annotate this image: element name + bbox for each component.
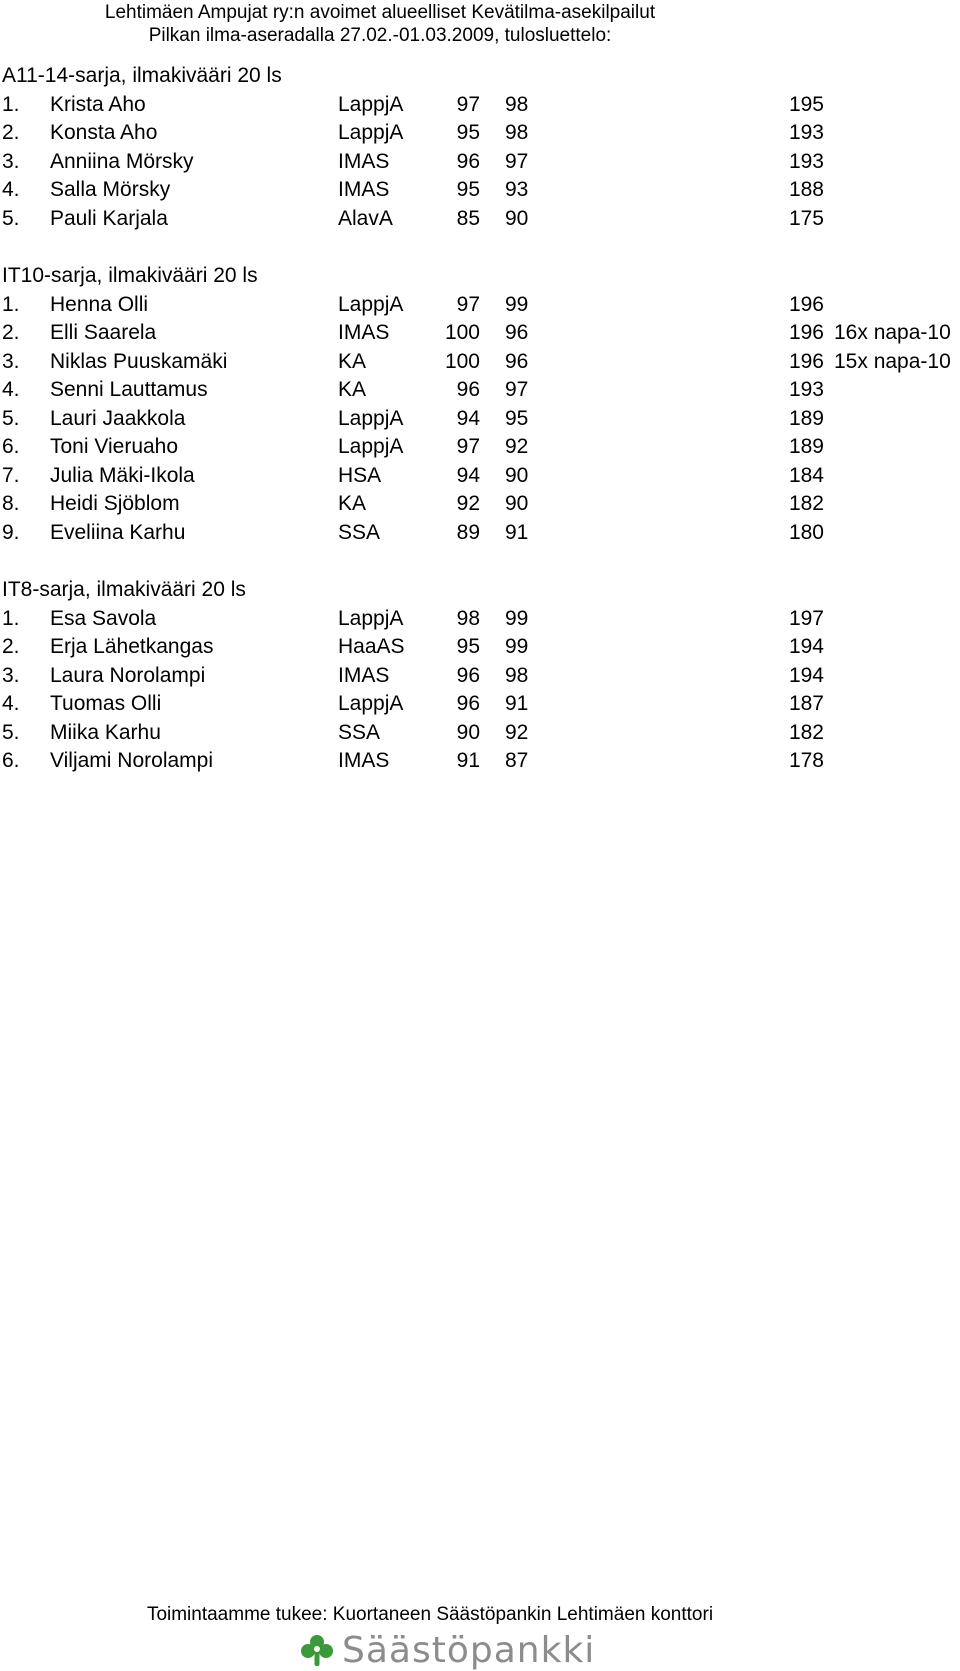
total-score-cell: 196: [788, 349, 824, 373]
total-score-cell: 189: [788, 406, 824, 430]
series1-score-cell: 92: [456, 492, 480, 515]
rank-cell: 7.: [2, 463, 20, 487]
series2-score-cell: 97: [505, 149, 529, 173]
rank-cell: 2.: [2, 321, 20, 344]
section-title: A11-14-sarja, ilmakivääri 20 ls: [2, 64, 282, 87]
total-score-cell: 196: [788, 321, 824, 344]
series2-score-cell: 92: [505, 720, 529, 744]
section-title: IT10-sarja, ilmakivääri 20 ls: [2, 264, 258, 287]
series2-score-cell: 96: [505, 349, 529, 373]
total-score-cell: 195: [788, 92, 824, 116]
sponsor-logo: [300, 1630, 595, 1670]
series1-score-cell: 100: [444, 321, 480, 344]
club-cell: LappjA: [338, 435, 404, 458]
result-row: [0, 690, 960, 719]
series2-score-cell: 90: [505, 206, 529, 230]
series1-score-cell: 97: [456, 92, 480, 116]
result-section: [0, 62, 960, 233]
club-cell: KA: [338, 378, 367, 401]
series1-score-cell: 91: [456, 749, 480, 772]
rank-cell: 4.: [2, 178, 20, 201]
result-row: [0, 490, 960, 519]
club-cell: LappjA: [338, 406, 404, 430]
saastopankki-logo-icon: [300, 1633, 334, 1667]
total-score-cell: 193: [788, 149, 824, 173]
club-cell: KA: [338, 492, 367, 515]
name-cell: Pauli Karjala: [50, 206, 168, 230]
result-row: [0, 747, 960, 776]
result-row: [0, 319, 960, 348]
name-cell: Lauri Jaakkola: [50, 406, 186, 430]
result-row: [0, 633, 960, 662]
rank-cell: 5.: [2, 720, 20, 744]
series1-score-cell: 95: [456, 178, 480, 201]
name-cell: Eveliina Karhu: [50, 520, 186, 544]
total-score-cell: 178: [788, 749, 824, 772]
series1-score-cell: 96: [456, 378, 480, 401]
result-row: [0, 176, 960, 205]
name-cell: Laura Norolampi: [50, 663, 206, 687]
series2-score-cell: 99: [505, 606, 529, 630]
name-cell: Senni Lauttamus: [50, 378, 208, 401]
result-row: [0, 519, 960, 548]
series2-score-cell: 95: [505, 406, 529, 430]
result-section: [0, 262, 960, 547]
total-score-cell: 182: [788, 492, 824, 515]
results-list: [0, 62, 960, 776]
series2-score-cell: 92: [505, 435, 529, 458]
club-cell: IMAS: [338, 178, 390, 201]
club-cell: KA: [338, 349, 367, 373]
name-cell: Esa Savola: [50, 606, 157, 630]
series1-score-cell: 94: [456, 406, 480, 430]
series2-score-cell: 91: [505, 520, 529, 544]
rank-cell: 3.: [2, 663, 20, 687]
club-cell: SSA: [338, 720, 381, 744]
series1-score-cell: 98: [456, 606, 480, 630]
name-cell: Viljami Norolampi: [50, 749, 213, 772]
name-cell: Heidi Sjöblom: [50, 492, 180, 515]
series2-score-cell: 98: [505, 92, 529, 116]
series2-score-cell: 99: [505, 292, 529, 316]
name-cell: Henna Olli: [50, 292, 149, 316]
rank-cell: 6.: [2, 749, 20, 772]
series1-score-cell: 96: [456, 692, 480, 715]
result-row: [0, 119, 960, 148]
result-row: [0, 405, 960, 434]
total-score-cell: 194: [788, 663, 824, 687]
rank-cell: 1.: [2, 92, 20, 116]
series1-score-cell: 89: [456, 520, 480, 544]
series2-score-cell: 99: [505, 635, 529, 658]
club-cell: LappjA: [338, 606, 404, 630]
series2-score-cell: 98: [505, 663, 529, 687]
name-cell: Tuomas Olli: [50, 692, 162, 715]
series1-score-cell: 85: [456, 206, 480, 230]
result-row: [0, 719, 960, 748]
series1-score-cell: 100: [444, 349, 480, 373]
club-cell: HSA: [338, 463, 382, 487]
club-cell: AlavA: [338, 206, 393, 230]
series2-score-cell: 98: [505, 121, 529, 144]
rank-cell: 5.: [2, 406, 20, 430]
total-score-cell: 193: [788, 378, 824, 401]
series1-score-cell: 97: [456, 292, 480, 316]
tiebreak-note-cell: 16x napa-10: [834, 321, 951, 344]
series2-score-cell: 96: [505, 321, 529, 344]
rank-cell: 3.: [2, 149, 20, 173]
name-cell: Julia Mäki-Ikola: [50, 463, 195, 487]
result-section: [0, 576, 960, 776]
name-cell: Salla Mörsky: [50, 178, 171, 201]
series1-score-cell: 95: [456, 121, 480, 144]
series2-score-cell: 93: [505, 178, 529, 201]
rank-cell: 1.: [2, 606, 20, 630]
club-cell: IMAS: [338, 321, 390, 344]
result-row: [0, 662, 960, 691]
club-cell: HaaAS: [338, 635, 405, 658]
total-score-cell: 193: [788, 121, 824, 144]
name-cell: Elli Saarela: [50, 321, 157, 344]
series1-score-cell: 97: [456, 435, 480, 458]
total-score-cell: 175: [788, 206, 824, 230]
series2-score-cell: 97: [505, 378, 529, 401]
footer-sponsor-text: Toimintaamme tukee: Kuortaneen Säästöpankin Lehtimäen konttori: [146, 1604, 714, 1625]
series2-score-cell: 87: [505, 749, 529, 772]
rank-cell: 8.: [2, 492, 20, 515]
document-subtitle: Pilkan ilma-aseradalla 27.02.-01.03.2009, tulosluettelo:: [148, 25, 612, 46]
tiebreak-note-cell: 15x napa-10: [834, 349, 951, 373]
club-cell: SSA: [338, 520, 381, 544]
total-score-cell: 196: [788, 292, 824, 316]
result-row: [0, 605, 960, 634]
series1-score-cell: 95: [456, 635, 480, 658]
name-cell: Toni Vieruaho: [50, 435, 179, 458]
series1-score-cell: 96: [456, 663, 480, 687]
name-cell: Niklas Puuskamäki: [50, 349, 228, 373]
result-row: [0, 462, 960, 491]
club-cell: IMAS: [338, 749, 390, 772]
result-row: [0, 291, 960, 320]
rank-cell: 5.: [2, 206, 20, 230]
name-cell: Erja Lähetkangas: [50, 635, 214, 658]
club-cell: LappjA: [338, 292, 404, 316]
total-score-cell: 180: [788, 520, 824, 544]
result-row: [0, 148, 960, 177]
result-row: [0, 348, 960, 377]
series2-score-cell: 91: [505, 692, 529, 715]
total-score-cell: 184: [788, 463, 824, 487]
result-row: [0, 205, 960, 234]
total-score-cell: 187: [788, 692, 824, 715]
rank-cell: 1.: [2, 292, 20, 316]
rank-cell: 4.: [2, 378, 20, 401]
club-cell: LappjA: [338, 121, 404, 144]
total-score-cell: 197: [788, 606, 824, 630]
series2-score-cell: 90: [505, 492, 529, 515]
rank-cell: 3.: [2, 349, 20, 373]
sponsor-logo-text: Säästöpankki: [342, 1629, 596, 1671]
total-score-cell: 182: [788, 720, 824, 744]
name-cell: Krista Aho: [50, 92, 146, 116]
result-row: [0, 433, 960, 462]
name-cell: Miika Karhu: [50, 720, 161, 744]
club-cell: IMAS: [338, 149, 390, 173]
rank-cell: 6.: [2, 435, 20, 458]
series1-score-cell: 96: [456, 149, 480, 173]
result-row: [0, 91, 960, 120]
rank-cell: 4.: [2, 692, 20, 715]
series1-score-cell: 90: [456, 720, 480, 744]
club-cell: LappjA: [338, 692, 404, 715]
series2-score-cell: 90: [505, 463, 529, 487]
section-title: IT8-sarja, ilmakivääri 20 ls: [2, 578, 246, 601]
name-cell: Anniina Mörsky: [50, 149, 194, 173]
club-cell: IMAS: [338, 663, 390, 687]
total-score-cell: 188: [788, 178, 824, 201]
club-cell: LappjA: [338, 92, 404, 116]
series1-score-cell: 94: [456, 463, 480, 487]
total-score-cell: 189: [788, 435, 824, 458]
name-cell: Konsta Aho: [50, 121, 158, 144]
total-score-cell: 194: [788, 635, 824, 658]
rank-cell: 2.: [2, 635, 20, 658]
rank-cell: 9.: [2, 520, 20, 544]
result-row: [0, 376, 960, 405]
rank-cell: 2.: [2, 121, 20, 144]
document-title: Lehtimäen Ampujat ry:n avoimet alueelliset Kevätilma-asekilpailut: [104, 2, 656, 23]
